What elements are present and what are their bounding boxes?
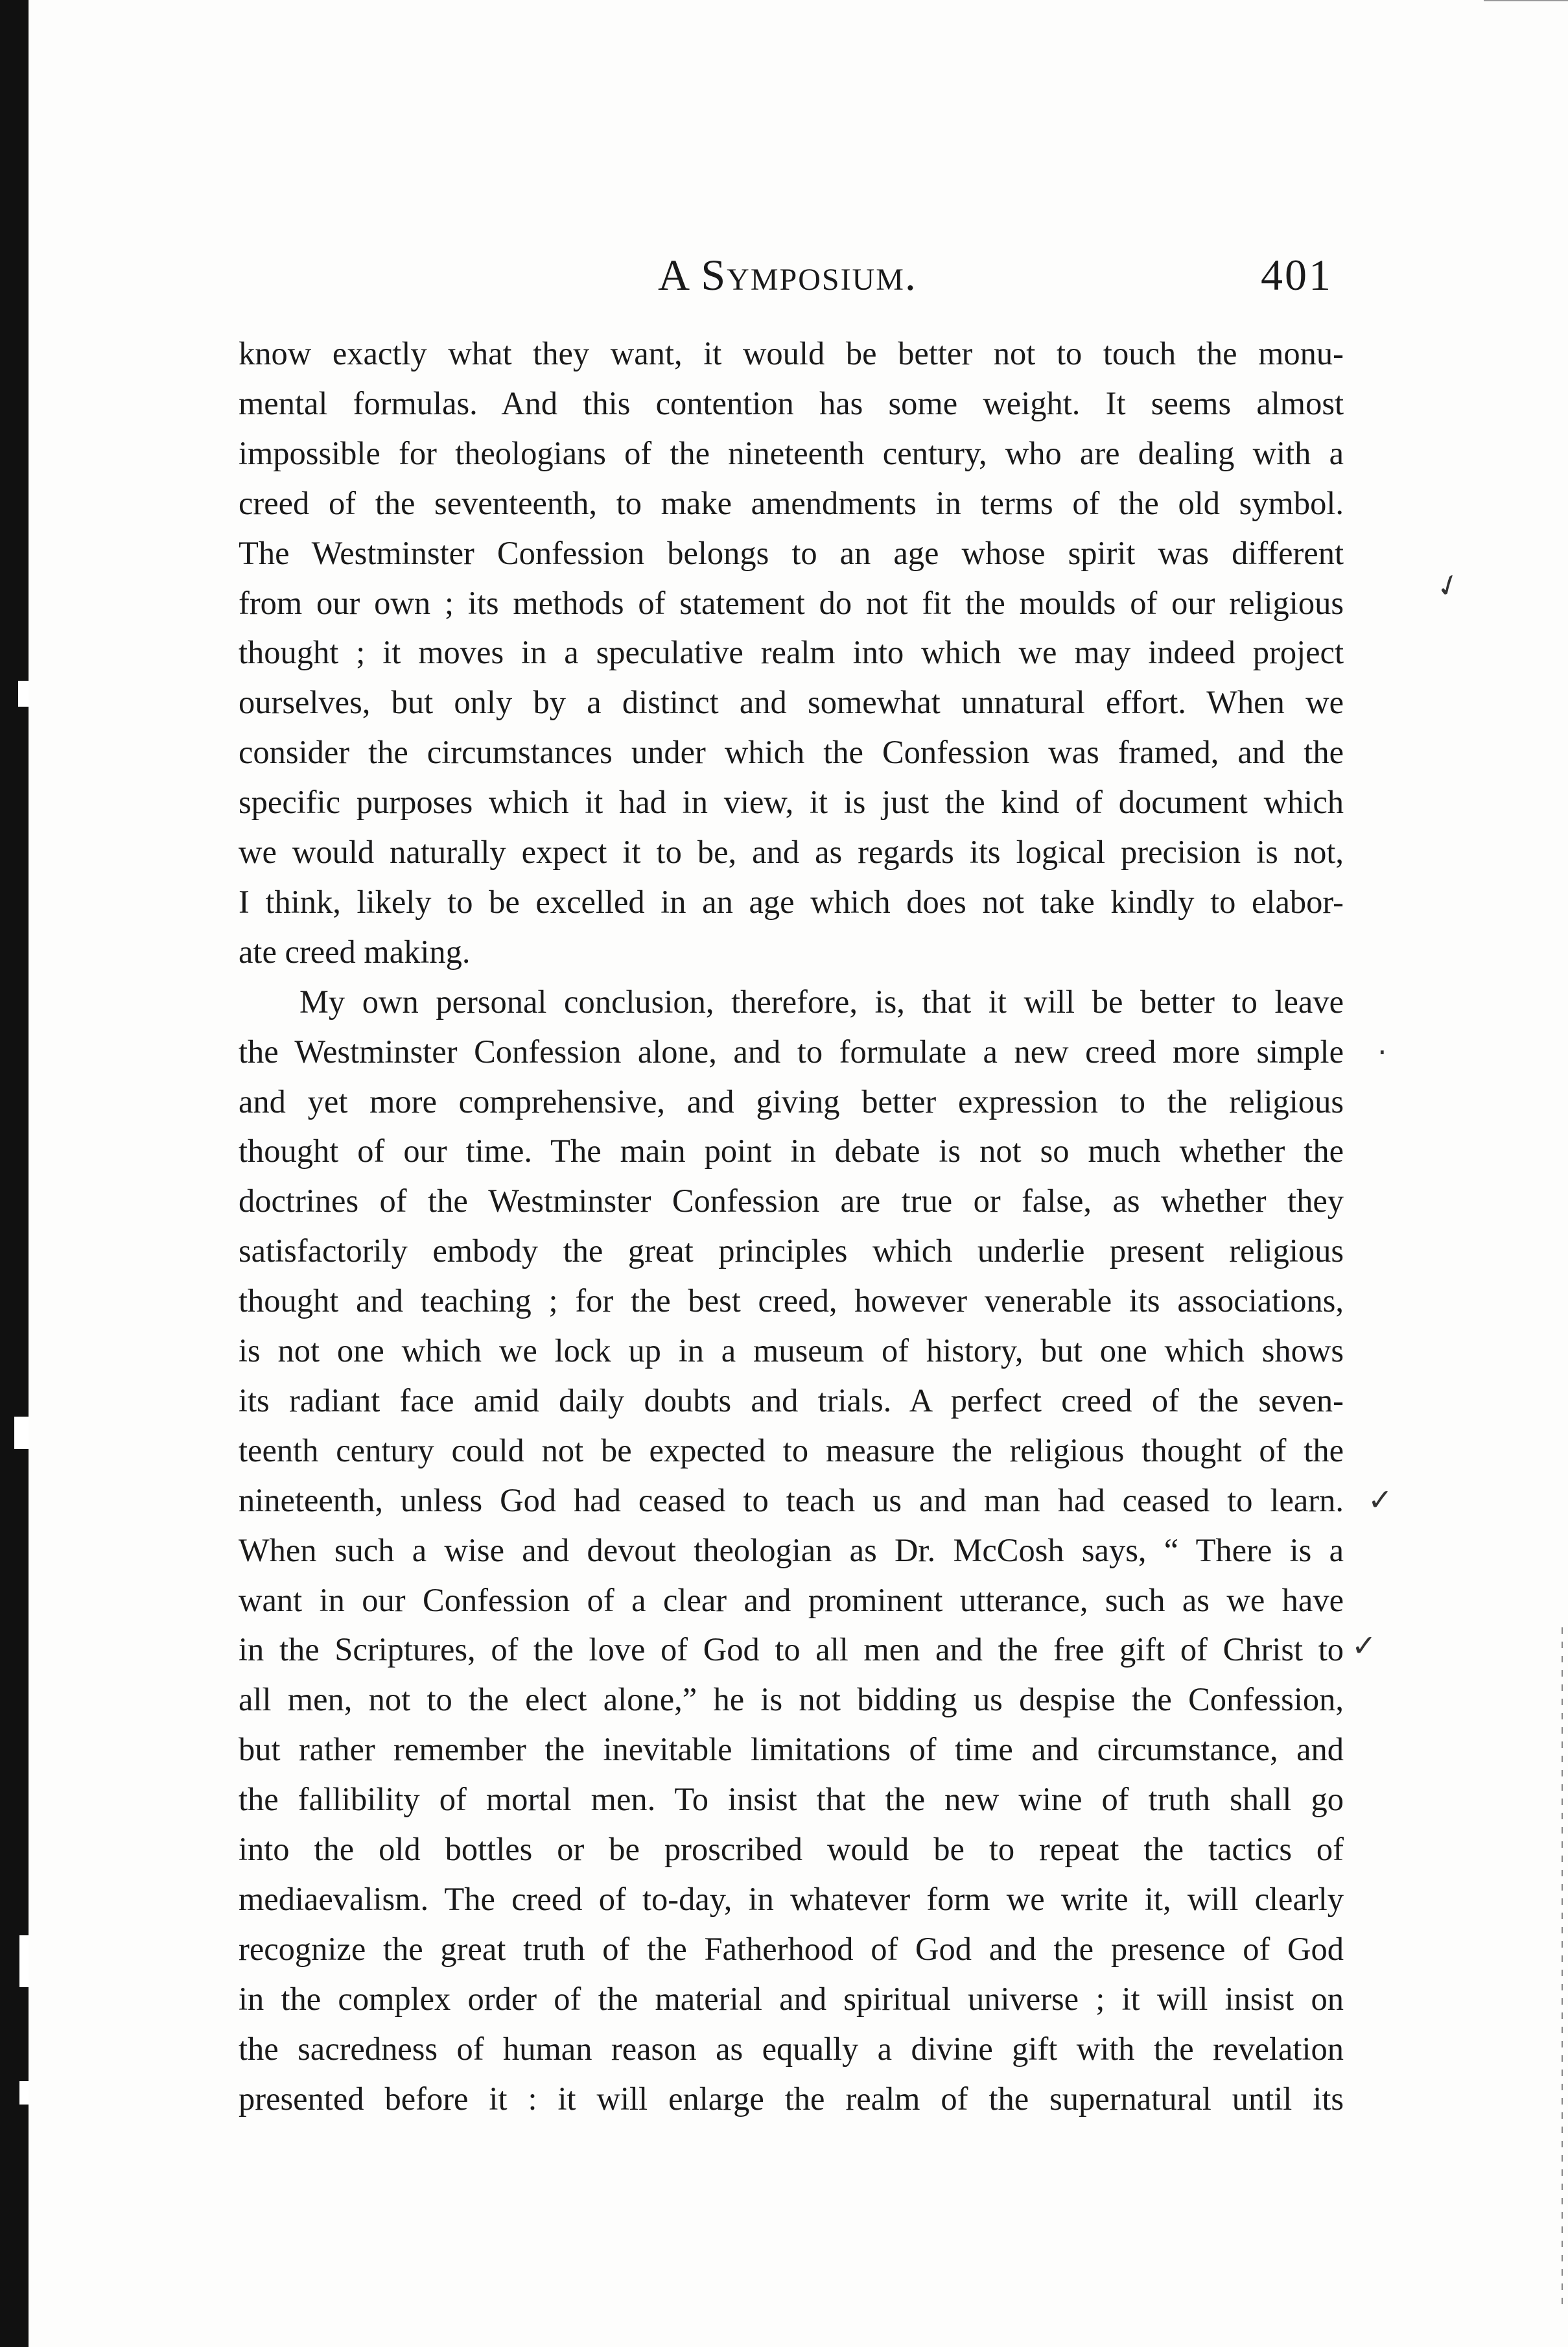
text-line: is not one which we lock up in a museum of history, but one which shows <box>239 1332 1344 1369</box>
scan-right-rule <box>1562 1627 1563 2308</box>
margin-check-mark: ✓ <box>1352 1628 1377 1663</box>
text-line: its radiant face amid daily doubts and trials. A perfect creed of the seven- <box>239 1382 1344 1419</box>
scan-edge-notch <box>14 1417 29 1449</box>
text-line: want in our Confession of a clear and prominent utterance, such as we have <box>239 1581 1344 1618</box>
text-line: The Westminster Confession belongs to an age whose spirit was different <box>239 534 1344 571</box>
text-line: consider the circumstances under which the Confession was framed, and the <box>239 734 1344 771</box>
scan-edge-notch <box>19 1935 29 1987</box>
text-line: thought and teaching ; for the best creed, however venerable its associations, <box>239 1282 1344 1319</box>
text-line: all men, not to the elect alone,” he is not bidding us despise the Confession, <box>239 1681 1344 1718</box>
text-line: the fallibility of mortal men. To insist that the new wine of truth shall go <box>239 1781 1344 1818</box>
text-line: we would naturally expect it to be, and as regards its logical precision is not, <box>239 834 1344 870</box>
text-line: know exactly what they want, it would be better not to touch the monu- <box>239 335 1344 372</box>
page-number: 401 <box>1261 250 1333 300</box>
text-line: creed of the seventeenth, to make amendments in terms of the old symbol. <box>239 484 1344 521</box>
text-line: nineteenth, unless God had ceased to teach us and man had ceased to learn. <box>239 1481 1344 1518</box>
running-title: A Symposium. <box>658 250 917 300</box>
text-line: mental formulas. And this contention has some weight. It seems almost <box>239 384 1344 421</box>
margin-check-mark: ✓ <box>1368 1482 1393 1517</box>
text-line: doctrines of the Westminster Confession are true or false, as whether they <box>239 1183 1344 1220</box>
margin-dot: · <box>1377 1035 1387 1070</box>
scan-edge-bar <box>0 0 29 2347</box>
text-line: in the Scriptures, of the love of God to all men and the free gift of Christ to <box>239 1631 1344 1668</box>
text-line: specific purposes which it had in view, it is just the kind of document which <box>239 784 1344 821</box>
text-line: in the complex order of the material and spiritual universe ; it will insist on <box>239 1980 1344 2017</box>
text-line: recognize the great truth of the Fatherhood of God and the presence of God <box>239 1930 1344 1967</box>
text-line: teenth century could not be expected to measure the religious thought of the <box>239 1432 1344 1468</box>
text-line: satisfactorily embody the great principles which underlie present religious <box>239 1232 1344 1269</box>
text-line: from our own ; its methods of statement do not fit the moulds of our religious <box>239 584 1344 621</box>
text-line: ate creed making. <box>239 933 471 970</box>
scan-edge-notch <box>18 681 29 707</box>
text-line: into the old bottles or be proscribed would be to repeat the tactics of <box>239 1831 1344 1867</box>
text-line: presented before it : it will enlarge the realm of the supernatural until its <box>239 2080 1344 2117</box>
scan-top-rule <box>1484 0 1568 1</box>
text-line: When such a wise and devout theologian as Dr. McCosh says, “ There is a <box>239 1531 1344 1568</box>
text-line: impossible for theologians of the nineteenth century, who are dealing with a <box>239 434 1344 471</box>
text-line: My own personal conclusion, therefore, is, that it will be better to leave <box>299 983 1344 1020</box>
text-line: thought of our time. The main point in debate is not so much whether the <box>239 1133 1344 1170</box>
text-line: but rather remember the inevitable limitations of time and circumstance, and <box>239 1731 1344 1768</box>
margin-check-mark: ✓ <box>1430 565 1466 606</box>
text-line: and yet more comprehensive, and giving better expression to the religious <box>239 1083 1344 1120</box>
text-line: the Westminster Confession alone, and to formulate a new creed more simple <box>239 1033 1344 1070</box>
text-line: I think, likely to be excelled in an age which does not take kindly to elabor- <box>239 883 1344 920</box>
text-line: ourselves, but only by a distinct and somewhat unnatural effort. When we <box>239 684 1344 721</box>
text-line: thought ; it moves in a speculative realm into which we may indeed project <box>239 634 1344 671</box>
text-line: the sacredness of human reason as equally a divine gift with the revelation <box>239 2030 1344 2067</box>
scan-edge-notch <box>19 2081 29 2105</box>
text-line: mediaevalism. The creed of to-day, in whatever form we write it, will clearly <box>239 1880 1344 1917</box>
